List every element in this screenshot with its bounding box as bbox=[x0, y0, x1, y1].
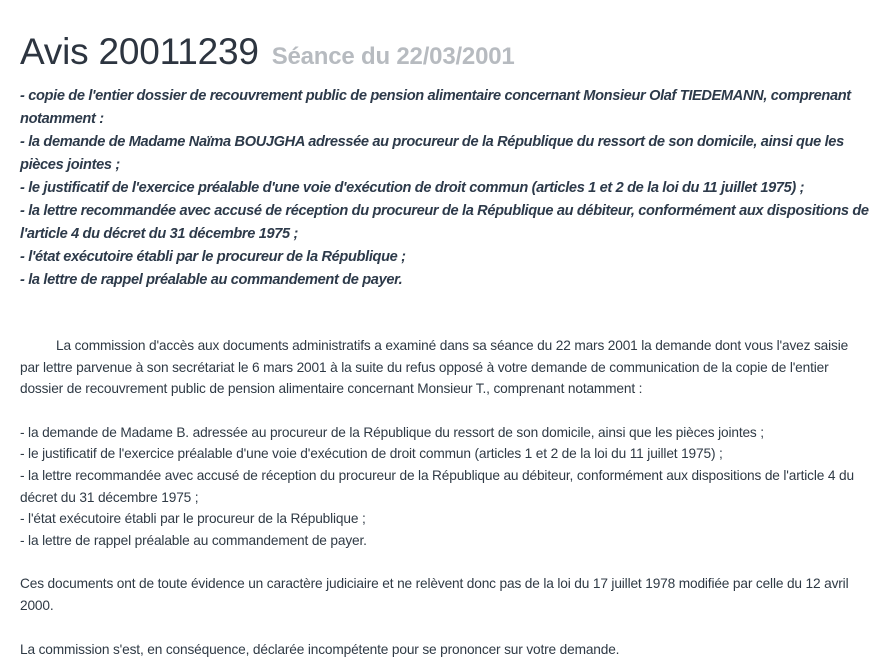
list-item: - la lettre de rappel préalable au commandement de payer. bbox=[20, 532, 367, 548]
summary-item: - copie de l'entier dossier de recouvrement public de pension alimentaire concernant Monsieur Olaf TIEDEMANN, comprenant notamment : bbox=[20, 88, 851, 127]
list-item: - le justificatif de l'exercice préalable d'une voie d'exécution de droit commun (articles 1 et 2 de la loi du 11 juillet 1975) ; bbox=[20, 446, 723, 462]
document-list bbox=[20, 422, 870, 552]
list-item: - la lettre recommandée avec accusé de réception du procureur de la République au débiteur, conformément aux dispositions de l'article 4 du décret du 31 décembre 1975 ; bbox=[20, 467, 854, 505]
summary-item: - le justificatif de l'exercice préalable d'une voie d'exécution de droit commun (articles 1 et 2 de la loi du 11 juillet 1975) ; bbox=[20, 180, 805, 196]
intro-paragraph: La commission d'accès aux documents administratifs a examiné dans sa séance du 22 mars 2001 la demande dont vous l'avez saisie par lettre parvenue à son secrétariat le 6 mars 2001 à la suite du refus opposé à votre demande de communication de la copie de l'entier dossier de recouvrement public de pension alimentaire concernant Monsieur T., comprenant notamment : bbox=[20, 338, 849, 397]
decision-paragraph: La commission s'est, en conséquence, déclarée incompétente pour se prononcer sur votre demande. bbox=[20, 641, 620, 657]
page-title bbox=[20, 0, 870, 77]
summary-item: - la demande de Madame Naïma BOUJGHA adressée au procureur de la République du ressort de son domicile, ainsi que les pièces jointes ; bbox=[20, 134, 844, 173]
list-item: - la demande de Madame B. adressée au procureur de la République du ressort de son domicile, ainsi que les pièces jointes ; bbox=[20, 424, 764, 440]
summary-item: - la lettre recommandée avec accusé de réception du procureur de la République au débiteur, conformément aux dispositions de l'article 4 du décret du 31 décembre 1975 ; bbox=[20, 203, 869, 242]
list-item: - l'état exécutoire établi par le procureur de la République ; bbox=[20, 511, 366, 527]
summary-item: - l'état exécutoire établi par le procureur de la République ; bbox=[20, 249, 406, 265]
conclusion-paragraph: Ces documents ont de toute évidence un caractère judiciaire et ne relèvent donc pas de la loi du 17 juillet 1978 modifiée par celle du 12 avril 2000. bbox=[20, 576, 849, 613]
requested-documents-summary bbox=[20, 85, 870, 292]
avis-body bbox=[20, 335, 870, 660]
seance-date: Séance du 22/03/2001 bbox=[271, 43, 515, 70]
summary-item: - la lettre de rappel préalable au commandement de payer. bbox=[20, 272, 403, 288]
avis-number: Avis 20011239 bbox=[20, 31, 259, 72]
